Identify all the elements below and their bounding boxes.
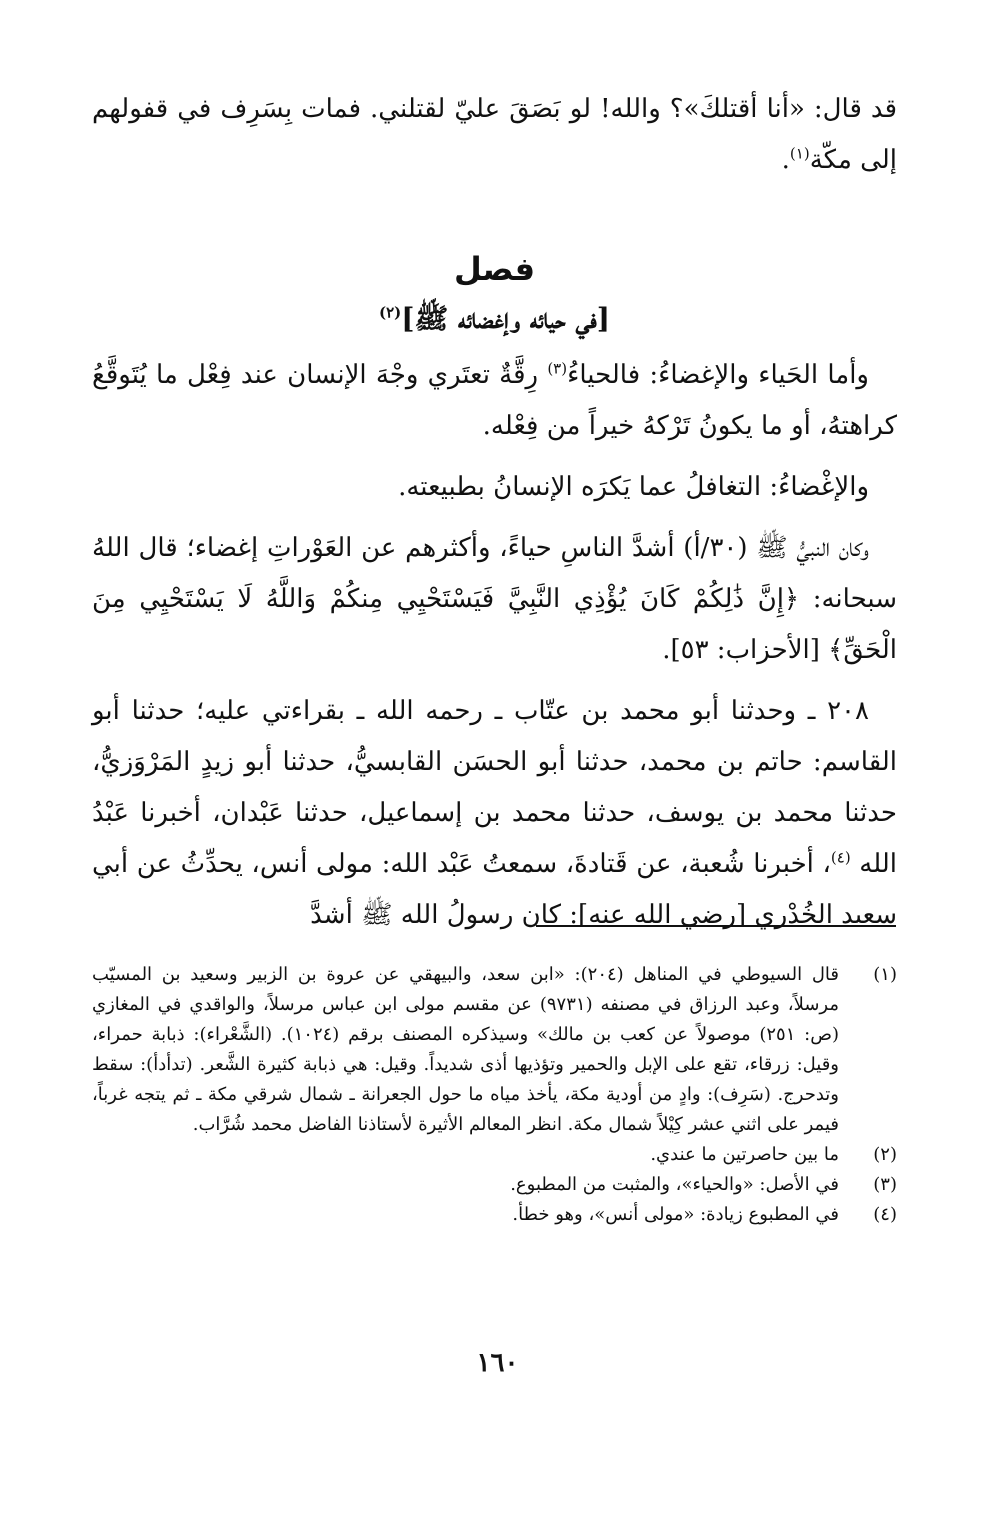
footnote-number: (٢): [873, 1144, 897, 1165]
section-heading: فصل: [453, 250, 536, 288]
footnote-number: (١): [873, 964, 897, 985]
paragraph-5-text-a: ٢٠٨ ـ وحدثنا أبو محمد بن عتّاب ـ رحمه الله ـ بقراءتي عليه؛ حدثنا أبو القاسم: حاتم بن محمد، حدثنا أبو الحسَن القابسيُّ، حدثنا أبو زيدٍ المَرْوَزيُّ، حدثنا محمد بن يوسف، حدثنا محمد بن إسماعيل، حدثنا عَبْدان، أخبرنا عَبْدُ الله: [92, 696, 897, 879]
footnote-number: (٤): [873, 1204, 897, 1225]
page-number: ١٦٠: [476, 1348, 519, 1378]
footnote-number: (٣): [873, 1174, 897, 1195]
footnote-3: [92, 1170, 897, 1200]
footnote-4: [92, 1200, 897, 1230]
paragraph-2: [92, 350, 897, 452]
paragraph-5: [92, 686, 897, 941]
paragraph-1-text: قد قال: «أنا أقتلكَ»؟ والله! لو بَصَقَ عليّ لقتلني. فمات بِسَرِف في قفولهم إلى مكّة: [92, 94, 897, 175]
section-subheading: [92, 294, 897, 344]
paragraph-2-text-a: وأما الحَياء والإغضاءُ: فالحياءُ: [567, 360, 869, 390]
footnote-ref-1[interactable]: (١): [789, 144, 810, 163]
paragraph-1: [92, 84, 897, 186]
footnote-text: ما بين حاصرتين ما عندي.: [650, 1144, 839, 1165]
main-text: [92, 84, 897, 941]
subheading-text: [في حيائه وإغضائه ﷺ]: [401, 302, 611, 335]
footnote-ref-2[interactable]: (٢): [378, 303, 402, 322]
paragraph-1-end: .: [781, 145, 790, 175]
paragraph-5-text-b: ، أخبرنا شُعبة، عن قَتادةَ، سمعتُ عَبْد الله: مولى أنس، يحدِّثُ عن أبي سعيد الخُدْري [رضي الله عنه]: كان رسولُ الله ﷺ أشدَّ: [92, 849, 897, 930]
footnote-ref-3[interactable]: (٣): [547, 359, 568, 378]
paragraph-4: وكان النبيُّ ﷺ (٣٠/أ) أشدَّ الناسِ حياءً، وأكثرهم عن العَوْراتِ إغضاء؛ قال اللهُ سبحانه: ﴿إِنَّ ذَٰلِكُمْ كَانَ يُؤْذِي النَّبِيَّ فَيَسْتَحْيِي مِنكُمْ وَاللَّهُ لَا يَسْتَحْيِي مِنَ الْحَقِّ﴾ [الأحزاب: ٥٣].: [92, 533, 897, 665]
footnote-text: في المطبوع زيادة: «مولى أنس»، وهو خطأ.: [512, 1204, 839, 1225]
footnote-1: [92, 960, 897, 1140]
footnotes: [92, 960, 897, 1230]
footnote-ref-4[interactable]: (٤): [830, 848, 851, 867]
footnote-2: [92, 1140, 897, 1170]
paragraph-2-text-b: رِقَّةٌ تعتَري وجْهَ الإنسان عند فِعْل ما يُتَوقَّعُ كراهتهُ، أو ما يكونُ تَرْكهُ خيراً من فِعْله.: [92, 360, 897, 441]
paragraph-3: والإغْضاءُ: التغافلُ عما يَكرَه الإنسانُ بطبيعته.: [398, 472, 869, 502]
footnote-divider: [536, 925, 896, 927]
footnote-text: في الأصل: «والحياء»، والمثبت من المطبوع.: [510, 1174, 839, 1195]
footnote-text: قال السيوطي في المناهل (٢٠٤): «ابن سعد، والبيهقي عن عروة بن الزبير وسعيد بن المسيّب مرسلاً، وعبد الرزاق في مصنفه (٩٧٣١) عن مقسم مولى ابن عباس مرسلاً، والواقدي في المغازي (ص: ٢٥١) موصولاً عن كعب بن مالك» وسيذكره المصنف برقم (١٠٢٤). (الشَّعْراء): ذبابة حمراء، وقيل: زرقاء، تقع على الإبل والحمير وتؤذيها أذى شديداً. وقيل: هي ذبابة كثيرة الشَّعر. (تدأدأ): سقط وتدحرج. (سَرِف): وادٍ من أودية مكة، يأخذ مياه ما حول الجعرانة ـ شمال شرقي مكة ـ ثم يتجه غرباً، فيمر على اثني عشر كِيْلاً شمال مكة. انظر المعالم الأثيرة لأستاذنا الفاضل محمد شُرَّاب.: [92, 964, 840, 1135]
